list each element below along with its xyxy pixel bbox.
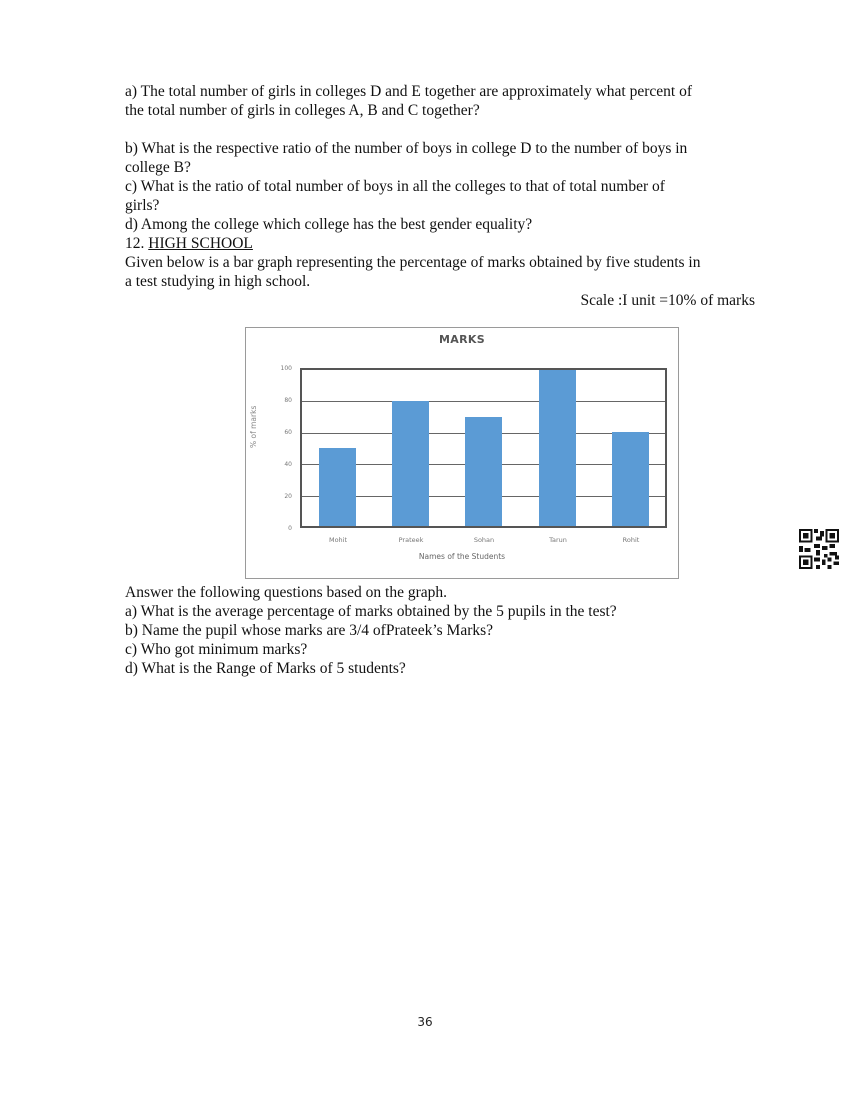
y-tick-20: 20 <box>284 493 292 500</box>
question-b-line1: b) What is the respective ratio of the number of boys in college D to the number of boys in <box>125 140 688 157</box>
graph-questions <box>125 583 755 678</box>
chart-y-axis-label: % of marks <box>249 405 258 448</box>
question-b-line2: college B? <box>125 159 191 176</box>
x-tick-prateek: Prateek <box>398 536 424 544</box>
section-title: HIGH SCHOOL <box>148 235 253 252</box>
section-number: 12. <box>125 235 149 252</box>
bar-tarun <box>539 370 576 526</box>
questions-heading: Answer the following questions based on the graph. <box>125 584 447 601</box>
page-number: 36 <box>417 1015 433 1029</box>
chart-x-axis-label: Names of the Students <box>418 552 506 561</box>
y-tick-40: 40 <box>284 461 292 468</box>
bar-mohit <box>319 448 356 526</box>
x-tick-rohit: Rohit <box>622 536 640 544</box>
x-tick-tarun: Tarun <box>549 536 567 544</box>
qr-code-icon <box>799 529 839 569</box>
y-tick-100: 100 <box>280 365 292 372</box>
marks-bar-chart <box>245 327 679 579</box>
bar-rohit <box>612 432 649 526</box>
question-c-line2: girls? <box>125 197 160 214</box>
scale-note: Scale :I unit =10% of marks <box>580 292 755 309</box>
x-tick-mohit: Mohit <box>328 536 348 544</box>
question-d-line1: d) Among the college which college has the best gender equality? <box>125 216 533 233</box>
y-tick-0: 0 <box>288 525 292 532</box>
question-d: d) What is the Range of Marks of 5 students? <box>125 660 406 677</box>
question-a-line2: the total number of girls in colleges A, B and C together? <box>125 102 480 119</box>
y-tick-60: 60 <box>284 429 292 436</box>
question-a-line1: a) The total number of girls in colleges D and E together are approximately what percent of <box>125 83 692 100</box>
section-intro-line1: Given below is a bar graph representing the percentage of marks obtained by five students in <box>125 254 701 271</box>
bar-sohan <box>465 417 502 526</box>
section-heading <box>125 234 755 253</box>
bar-prateek <box>392 401 429 526</box>
question-c: c) Who got minimum marks? <box>125 641 308 658</box>
x-tick-sohan: Sohan <box>473 536 495 544</box>
section-intro-line2: a test studying in high school. <box>125 273 311 290</box>
previous-questions <box>125 82 755 310</box>
gridline-80 <box>302 401 665 402</box>
question-a: a) What is the average percentage of marks obtained by the 5 pupils in the test? <box>125 603 617 620</box>
chart-title: MARKS <box>439 333 485 346</box>
chart-plot-area <box>300 368 667 528</box>
y-tick-80: 80 <box>284 397 292 404</box>
question-b: b) Name the pupil whose marks are 3/4 ofPrateek’s Marks? <box>125 622 494 639</box>
question-c-line1: c) What is the ratio of total number of boys in all the colleges to that of total number of <box>125 178 665 195</box>
